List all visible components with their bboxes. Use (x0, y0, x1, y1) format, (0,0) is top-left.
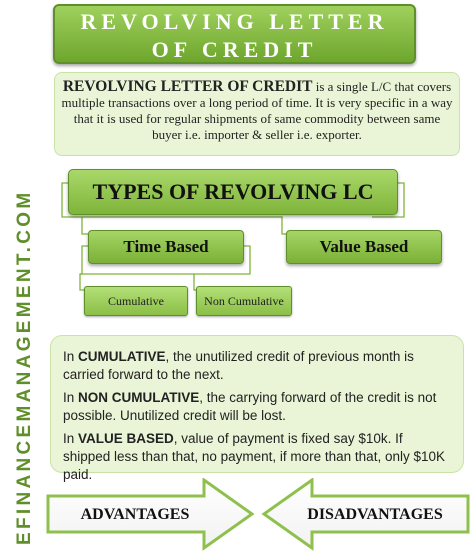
non-cumulative-box: Non Cumulative (196, 286, 292, 316)
brand-text: EFINANCEMANAGEMENT.COM (14, 189, 35, 545)
definition-term: REVOLVING LETTER OF CREDIT (62, 78, 313, 95)
disadvantages-label: DISADVANTAGES (307, 506, 443, 523)
types-header: TYPES OF REVOLVING LC (68, 169, 398, 215)
page-title (53, 4, 416, 64)
definition-text: is a single L/C that covers multiple transactions over a long period of time. It is very specific in a way that it is used for regular shipments of same commodity between same buyer i.e. importer & seller i.e. exporter. (61, 79, 453, 142)
value-based-box: Value Based (286, 230, 442, 264)
description-non-cumulative: In NON CUMULATIVE, the carrying forward of the credit is not possible. Unutilized credit will be lost. (63, 390, 437, 423)
description-box (50, 335, 464, 482)
description-value-based: In VALUE BASED, value of payment is fixed say $10k. If shipped less than that, no payment, if more than that, only $10K paid. (63, 431, 445, 482)
cumulative-box: Cumulative (84, 286, 188, 316)
time-based-box: Time Based (88, 230, 244, 264)
title-line-1: REVOLVING LETTER (80, 9, 389, 34)
advantages-label: ADVANTAGES (80, 506, 190, 523)
definition-box (54, 72, 460, 156)
title-line-2: OF CREDIT (151, 37, 318, 62)
description-cumulative: In CUMULATIVE, the unutilized credit of previous month is carried forward to the next. (63, 349, 414, 382)
